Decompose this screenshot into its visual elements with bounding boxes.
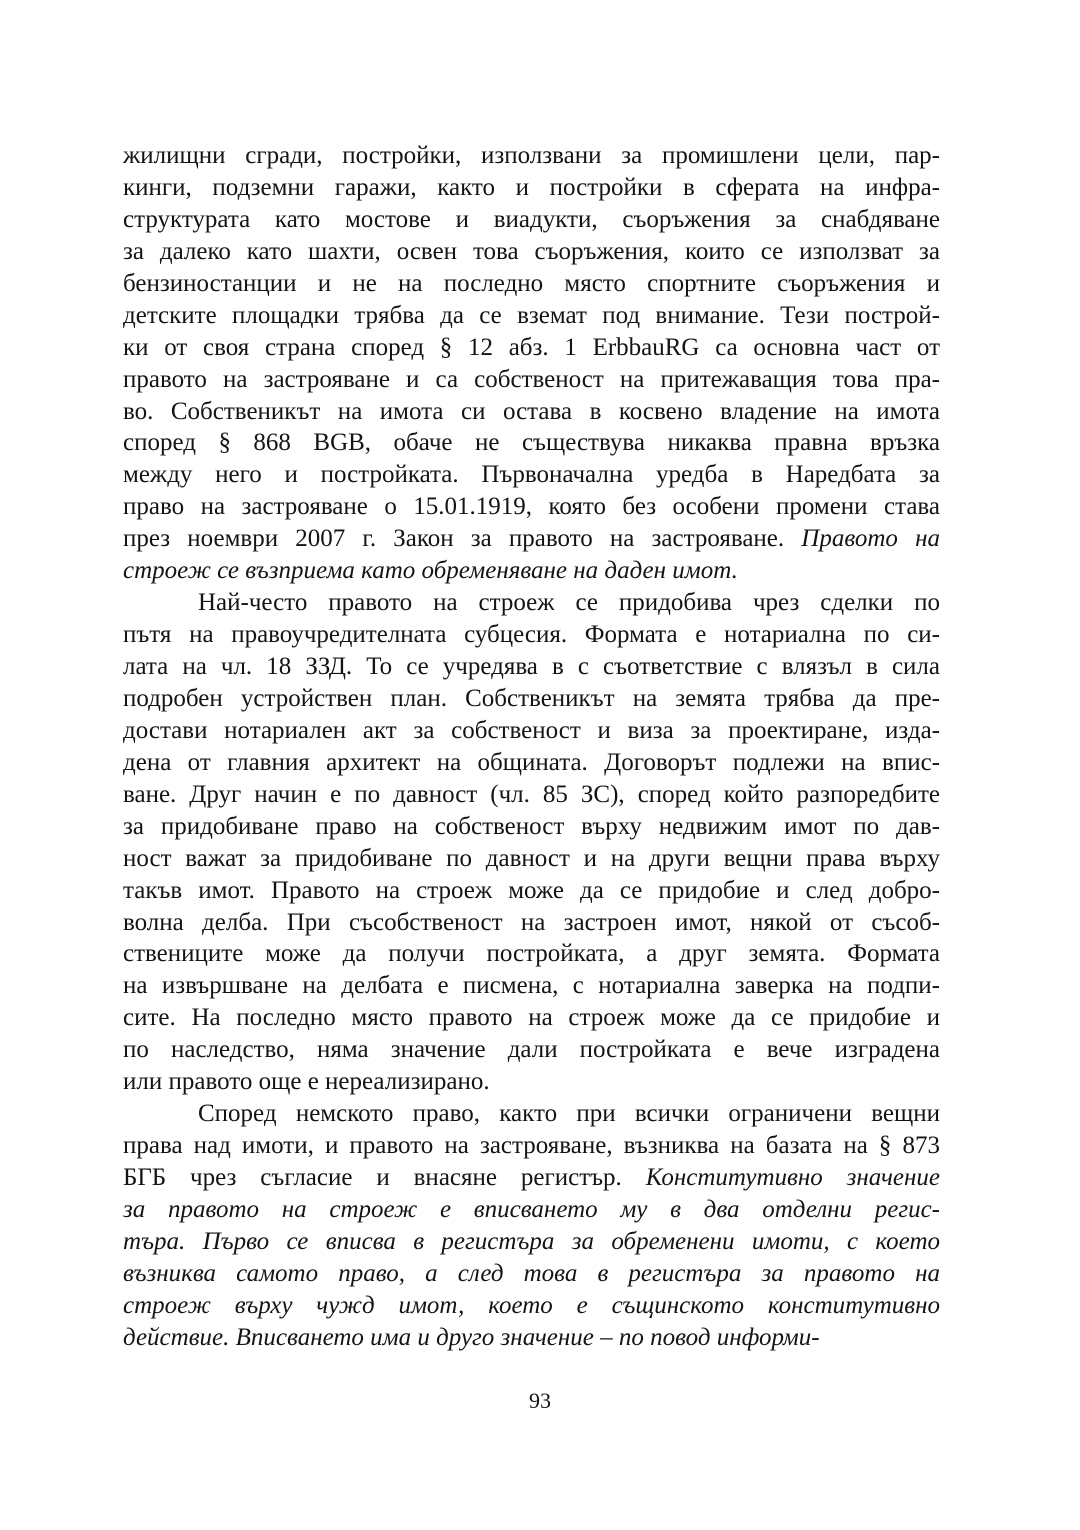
text-segment: такъв имот. Правото на строеж може да се придобие и след добро- <box>123 876 940 904</box>
text-line <box>123 843 940 875</box>
text-segment: ствениците може да получи постройката, а друг земята. Формата <box>123 940 940 968</box>
text-line <box>123 715 940 747</box>
text-line <box>123 1194 940 1226</box>
text-line <box>123 300 940 332</box>
text-segment: по наследство, няма значение дали постройката е вече изградена <box>123 1036 940 1064</box>
text-line <box>123 1130 940 1162</box>
text-line <box>123 587 940 619</box>
text-segment: Най-често правото на строеж се придобива чрез сделки по <box>198 589 940 617</box>
text-line <box>123 1226 940 1258</box>
text-segment: подробен устройствен план. Собственикът на земята трябва да пре- <box>123 684 940 712</box>
text-segment: ност важат за придобиване по давност и на други вещни права върху <box>123 844 940 872</box>
text-line <box>123 268 940 300</box>
page-number: 93 <box>529 1388 551 1413</box>
italic-text: строеж се възприема като обременяване на даден имот. <box>123 557 738 585</box>
text-line <box>123 1322 940 1354</box>
text-segment: детските площадки трябва да се вземат под внимание. Тези построй- <box>123 301 940 329</box>
text-segment: бензиностанции и не на последно място спортните съоръжения и <box>123 269 940 297</box>
text-segment: дена от главния архитект на общината. Договорът подлежи на впис- <box>123 748 940 776</box>
text-segment: ки от своя страна според § 12 абз. 1 ErbbauRG са основна част от <box>123 333 940 361</box>
text-line <box>123 396 940 428</box>
text-segment: жилищни сгради, постройки, използвани за промишлени цели, пар- <box>123 142 940 169</box>
text-segment: пътя на правоучредителната субцесия. Формата е нотариална по си- <box>123 621 940 649</box>
text-line <box>123 332 940 364</box>
text-segment: структурата като мостове и виадукти, съоръжения за снабдяване <box>123 205 940 233</box>
italic-text: възниква самото право, а след това в регистъра за правото на <box>123 1259 940 1287</box>
text-line <box>123 1162 940 1194</box>
body-text <box>123 140 940 1354</box>
text-line <box>123 651 940 683</box>
text-line <box>123 555 940 587</box>
italic-text: търа. Първо се вписва в регистъра за обременени имоти, с което <box>123 1227 940 1255</box>
text-line <box>123 1066 940 1098</box>
text-segment: за придобиване право на собственост върху недвижим имот по дав- <box>123 812 940 840</box>
text-line <box>123 1002 940 1034</box>
text-segment: според § 868 BGB, обаче не съществува никаква правна връзка <box>123 429 940 457</box>
italic-text: за правото на строеж е вписването му в два отделни регис- <box>123 1195 940 1223</box>
text-line <box>123 491 940 523</box>
text-line <box>123 140 940 172</box>
italic-text: Конститутивно значение <box>645 1164 941 1191</box>
text-line <box>123 364 940 396</box>
text-line <box>123 1098 940 1130</box>
text-segment: на извършване на делбата е писмена, с нотариална заверка на подпи- <box>123 972 940 1000</box>
text-line <box>123 1034 940 1066</box>
text-segment: или правото още е нереализирано. <box>123 1068 490 1096</box>
text-segment: през ноември 2007 г. Закон за правото на застрояване. <box>123 525 802 553</box>
text-line <box>123 938 940 970</box>
text-segment: лата на чл. 18 ЗЗД. То се учредява в с съответствие с влязъл в сила <box>123 653 940 680</box>
text-segment: кинги, подземни гаражи, както и постройки в сферата на инфра- <box>123 173 940 201</box>
text-segment: волна делба. При съсобственост на застроен имот, някой от съсоб- <box>123 908 940 936</box>
text-line <box>123 875 940 907</box>
text-segment: достави нотариален акт за собственост и виза за проектиране, изда- <box>123 716 940 744</box>
italic-text: действие. Вписването има и друго значение – по повод информи- <box>123 1323 820 1351</box>
text-segment: Според немското право, както при всички ограничени вещни <box>198 1100 940 1128</box>
text-line <box>123 970 940 1002</box>
text-segment: между него и постройката. Първоначална уредба в Наредбата за <box>123 461 940 489</box>
text-line <box>123 1290 940 1322</box>
text-segment: ване. Друг начин е по давност (чл. 85 ЗС), според който разпоредбите <box>123 780 940 808</box>
text-segment: во. Собственикът на имота си остава в косвено владение на имота <box>123 397 940 425</box>
text-line <box>123 811 940 843</box>
italic-text: строеж върху чужд имот, което е същинското конститутивно <box>123 1291 940 1319</box>
text-line <box>123 1258 940 1290</box>
text-segment: за далеко като шахти, освен това съоръжения, които се използват за <box>123 237 940 265</box>
text-line <box>123 683 940 715</box>
text-line <box>123 747 940 779</box>
text-line <box>123 172 940 204</box>
text-line <box>123 459 940 491</box>
text-line <box>123 779 940 811</box>
text-line <box>123 523 940 555</box>
text-line <box>123 907 940 939</box>
text-line <box>123 619 940 651</box>
text-segment: БГБ чрез съгласие и внасяне регистър. <box>123 1164 646 1191</box>
text-segment: правото на застрояване и са собственост на притежаващия това пра- <box>123 365 940 393</box>
text-segment: права над имоти, и правото на застрояване, възниква на базата на § 873 <box>123 1132 940 1160</box>
text-segment: право на застрояване о 15.01.1919, която без особени промени става <box>123 493 940 521</box>
text-line <box>123 427 940 459</box>
text-line <box>123 236 940 268</box>
italic-text: Правото на <box>801 525 940 553</box>
text-line <box>123 204 940 236</box>
text-segment: сите. На последно място правото на строеж може да се придобие и <box>123 1004 940 1032</box>
